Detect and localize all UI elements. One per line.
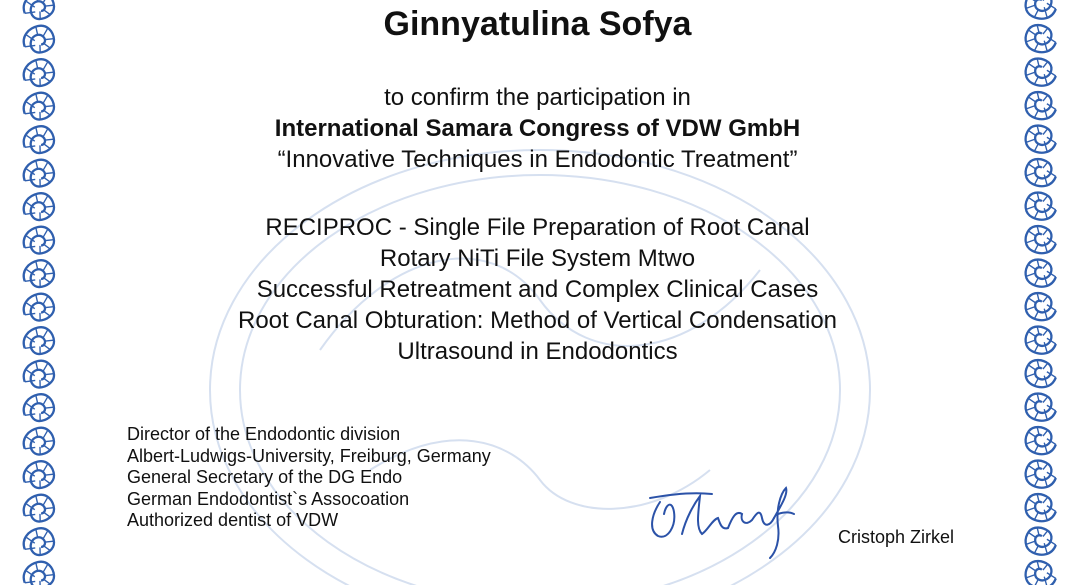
nautilus-shell-icon: [1022, 423, 1060, 458]
nautilus-shell-icon: [20, 357, 58, 392]
nautilus-shell-icon: [20, 290, 58, 325]
nautilus-shell-icon: [1022, 256, 1060, 291]
nautilus-shell-icon: [20, 424, 58, 459]
nautilus-shell-icon: [20, 458, 58, 493]
nautilus-shell-icon: [20, 257, 58, 292]
nautilus-shell-icon: [20, 391, 58, 426]
topic-item: RECIPROC - Single File Preparation of Root Canal: [265, 214, 810, 241]
event-name: International Samara Congress of VDW GmbH: [274, 115, 801, 142]
nautilus-shell-icon: [1022, 55, 1060, 90]
nautilus-shell-icon: [20, 491, 58, 526]
nautilus-shell-icon: [1022, 490, 1060, 525]
nautilus-shell-icon: [20, 324, 58, 359]
nautilus-shell-icon: [1022, 390, 1060, 425]
certificate-body: [70, 0, 1005, 585]
credential-line: German Endodontist`s Assocoation: [127, 488, 410, 509]
nautilus-shell-icon: [1022, 457, 1060, 492]
recipient-name: Ginnyatulina Sofya: [383, 5, 692, 43]
nautilus-shell-icon: [20, 525, 58, 560]
nautilus-shell-icon: [20, 223, 58, 258]
nautilus-shell-icon: [20, 0, 58, 24]
left-ornamental-border: [0, 0, 70, 585]
nautilus-shell-icon: [1022, 155, 1060, 190]
credential-line: Director of the Endodontic division: [127, 424, 401, 444]
confirm-text: to confirm the participation in: [384, 84, 691, 111]
right-ornamental-border: [1005, 0, 1075, 585]
nautilus-shell-icon: [20, 89, 58, 124]
nautilus-shell-icon: [1022, 323, 1060, 358]
nautilus-shell-icon: [1022, 356, 1060, 391]
nautilus-shell-icon: [1022, 88, 1060, 123]
signer-credentials: [127, 424, 491, 532]
nautilus-shell-icon: [20, 156, 58, 191]
nautilus-shell-icon: [20, 56, 58, 91]
nautilus-shell-icon: [1022, 524, 1060, 559]
credential-line: Albert-Ludwigs-University, Freiburg, Germany: [127, 445, 491, 466]
handwritten-signature: [642, 474, 802, 564]
credential-line: General Secretary of the DG Endo: [127, 467, 403, 487]
topic-item: Successful Retreatment and Complex Clinical Cases: [256, 276, 819, 303]
nautilus-shell-icon: [1022, 289, 1060, 324]
nautilus-shell-icon: [1022, 222, 1060, 257]
signer-name: Cristoph Zirkel: [838, 527, 955, 547]
nautilus-shell-icon: [20, 558, 58, 585]
topic-item: Ultrasound in Endodontics: [397, 338, 678, 365]
topic-item: Rotary NiTi File System Mtwo: [379, 245, 696, 272]
nautilus-shell-icon: [20, 123, 58, 158]
nautilus-shell-icon: [1022, 21, 1060, 56]
nautilus-shell-icon: [20, 190, 58, 225]
topic-item: Root Canal Obturation: Method of Vertical Condensation: [237, 307, 838, 334]
participation-statement: [70, 82, 1005, 175]
topic-list: [70, 212, 1005, 367]
nautilus-shell-icon: [1022, 189, 1060, 224]
nautilus-shell-icon: [1022, 557, 1060, 585]
event-subtitle: “Innovative Techniques in Endodontic Treatment”: [277, 146, 798, 173]
nautilus-shell-icon: [20, 22, 58, 57]
nautilus-shell-icon: [1022, 122, 1060, 157]
nautilus-shell-icon: [1022, 0, 1060, 23]
credential-line: Authorized dentist of VDW: [127, 510, 339, 530]
